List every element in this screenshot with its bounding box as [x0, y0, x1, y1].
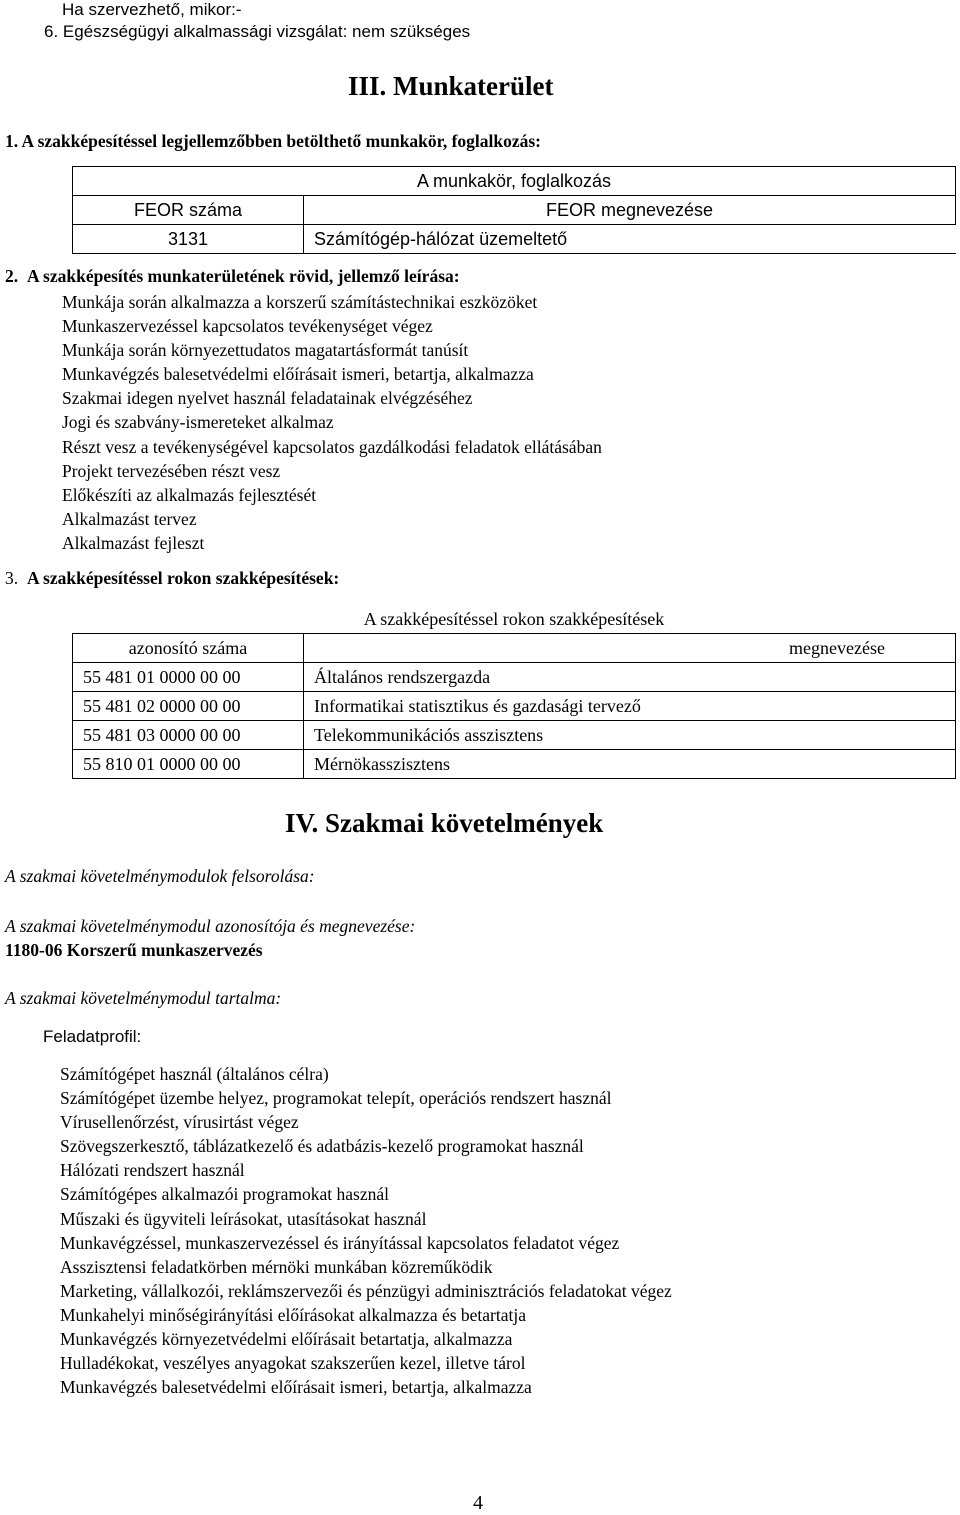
work-area-list — [62, 290, 602, 555]
item-3-heading: A szakképesítéssel rokon szakképesítések: — [27, 568, 340, 588]
list-item: Alkalmazást tervez — [62, 508, 197, 529]
list-item: Munkaszervezéssel kapcsolatos tevékenységet végez — [62, 316, 433, 337]
list-item: Projekt tervezésében részt vesz — [62, 460, 281, 481]
related-name-cell: Informatikai statisztikus és gazdasági tervező — [304, 692, 956, 721]
occupation-table — [72, 166, 956, 254]
list-item: Munkája során alkalmazza a korszerű számítástechnikai eszközöket — [62, 292, 538, 312]
list-item: Szakmai idegen nyelvet használ feladatainak elvégzéséhez — [62, 388, 473, 409]
top-line-2: 6. Egészségügyi alkalmassági vizsgálat: nem szükséges — [44, 22, 471, 41]
feor-code-header: FEOR száma — [73, 196, 304, 225]
list-item: Vírusellenőrzést, vírusirtást végez — [60, 1112, 299, 1133]
related-id-cell: 55 481 01 0000 00 00 — [73, 663, 304, 692]
item-1-heading: 1. A szakképesítéssel legjellemzőbben betölthető munkakör, foglalkozás: — [5, 131, 542, 151]
profile-label: Feladatprofil: — [43, 1027, 142, 1046]
list-item: Részt vesz a tevékenységével kapcsolatos gazdálkodási feladatok ellátásában — [62, 436, 602, 457]
feor-name-cell: Számítógép-hálózat üzemeltető — [304, 225, 956, 254]
related-id-cell: 55 481 03 0000 00 00 — [73, 721, 304, 750]
list-item: Asszisztensi feladatkörben mérnöki munkában közreműködik — [60, 1256, 493, 1277]
list-item: Munkavégzés balesetvédelmi előírásait ismeri, betartja, alkalmazza — [62, 364, 534, 385]
related-qualifications-table — [72, 605, 956, 779]
related-id-cell: 55 810 01 0000 00 00 — [73, 750, 304, 779]
occupation-table-header: A munkakör, foglalkozás — [73, 167, 956, 196]
modules-label: A szakmai követelménymodulok felsorolása: — [5, 866, 315, 886]
item-3-number: 3. — [5, 568, 19, 588]
top-line-1: Ha szervezhető, mikor:- — [62, 0, 242, 19]
item-2-heading: A szakképesítés munkaterületének rövid, jellemző leírása: — [27, 266, 460, 286]
table-row — [73, 750, 956, 779]
table-row — [73, 721, 956, 750]
list-item: Jogi és szabvány-ismereteket alkalmaz — [62, 412, 334, 433]
list-item: Munkavégzés balesetvédelmi előírásait ismeri, betartja, alkalmazza — [60, 1377, 532, 1398]
page-number: 4 — [473, 1492, 483, 1514]
related-name-cell: Általános rendszergazda — [304, 663, 956, 692]
module-id-label: A szakmai követelménymodul azonosítója és megnevezése: — [5, 916, 416, 936]
related-id-cell: 55 481 02 0000 00 00 — [73, 692, 304, 721]
list-item: Számítógépes alkalmazói programokat használ — [60, 1184, 389, 1205]
list-item: Munkahelyi minőségirányítási előírásokat alkalmazza és betartatja — [60, 1304, 527, 1325]
list-item: Számítógépet üzembe helyez, programokat telepít, operációs rendszert használ — [60, 1088, 612, 1109]
list-item: Marketing, vállalkozói, reklámszervezői és pénzügyi adminisztrációs feladatokat végez — [60, 1280, 672, 1301]
table-row — [73, 663, 956, 692]
related-table-header: A szakképesítéssel rokon szakképesítések — [73, 605, 956, 634]
section-3-title: III. Munkaterület — [348, 71, 554, 101]
item-2-number: 2. — [5, 266, 19, 286]
related-name-header: megnevezése — [304, 634, 956, 663]
content-label: A szakmai követelménymodul tartalma: — [5, 988, 282, 1008]
related-name-cell: Telekommunikációs asszisztens — [304, 721, 956, 750]
feor-code-cell: 3131 — [73, 225, 304, 254]
module-name: 1180-06 Korszerű munkaszervezés — [5, 940, 263, 960]
list-item: Hulladékokat, veszélyes anyagokat szakszerűen kezel, illetve tárol — [60, 1353, 526, 1374]
related-id-header: azonosító száma — [73, 634, 304, 663]
list-item: Alkalmazást fejleszt — [62, 532, 205, 553]
list-item: Munkavégzés környezetvédelmi előírásait betartatja, alkalmazza — [60, 1329, 513, 1350]
list-item: Hálózati rendszert használ — [60, 1160, 245, 1181]
list-item: Munkája során környezettudatos magatartásformát tanúsít — [62, 340, 469, 361]
list-item: Munkavégzéssel, munkaszervezéssel és irányítással kapcsolatos feladatot végez — [60, 1232, 620, 1253]
related-name-cell: Mérnökasszisztens — [304, 750, 956, 779]
section-4-title: IV. Szakmai követelmények — [285, 808, 604, 838]
list-item: Előkészíti az alkalmazás fejlesztését — [62, 484, 317, 505]
feor-name-header: FEOR megnevezése — [304, 196, 956, 225]
task-profile-list — [60, 1062, 672, 1399]
table-row — [73, 692, 956, 721]
list-item: Számítógépet használ (általános célra) — [60, 1064, 329, 1084]
list-item: Szövegszerkesztő, táblázatkezelő és adatbázis-kezelő programokat használ — [60, 1136, 584, 1157]
list-item: Műszaki és ügyviteli leírásokat, utasításokat használ — [60, 1208, 427, 1229]
